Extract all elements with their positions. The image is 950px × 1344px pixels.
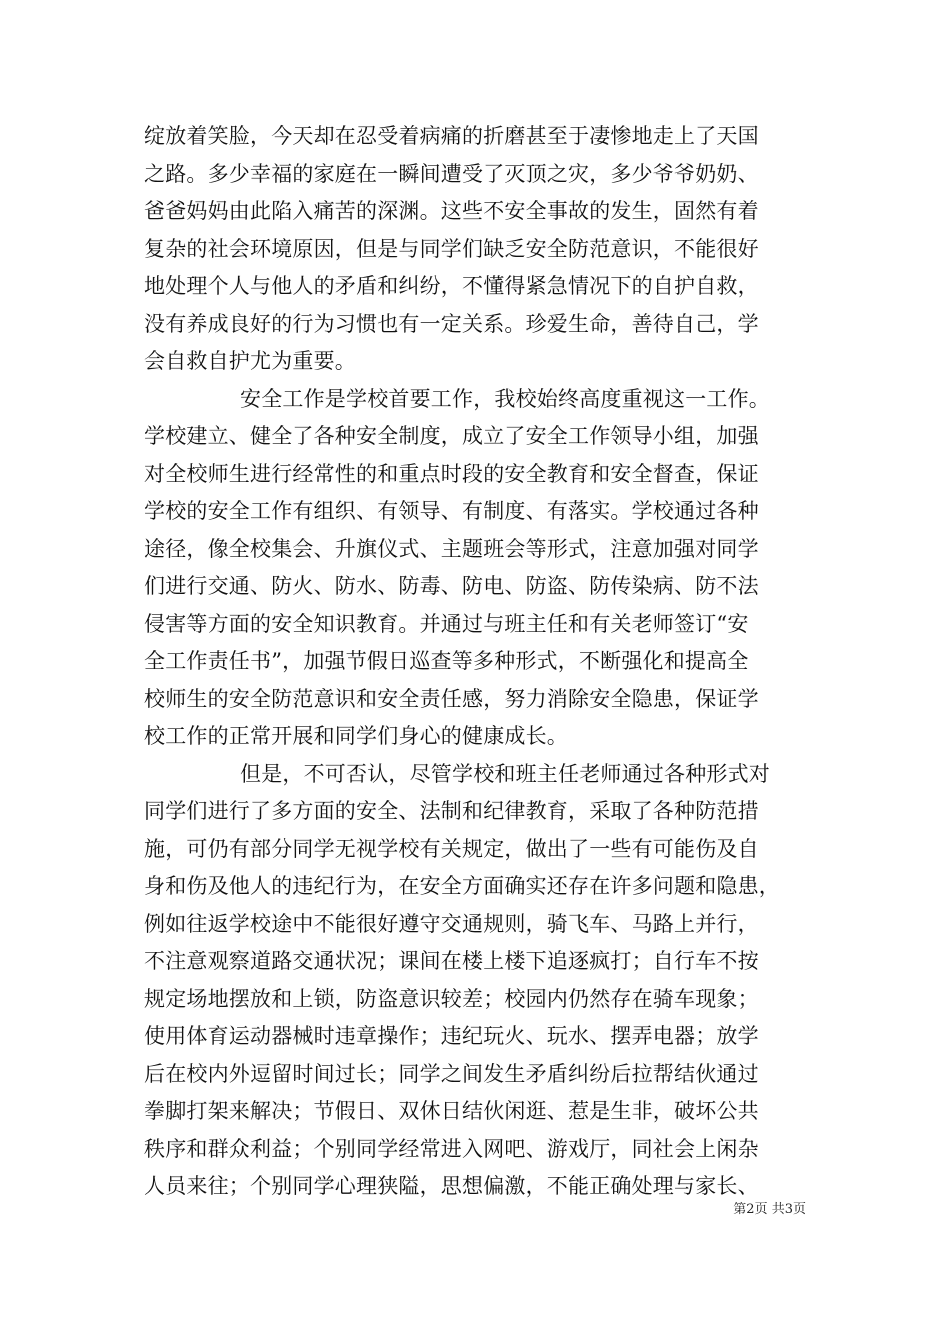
text-line: 例如往返学校途中不能很好遵守交通规则，骑飞车、马路上并行， xyxy=(144,911,759,936)
text-line: 侵害等方面的安全知识教育。并通过与班主任和有关老师签订“安 xyxy=(144,611,749,636)
text-line: 同学们进行了多方面的安全、法制和纪律教育，采取了各种防范措 xyxy=(144,799,759,823)
text-line: 人员来往；个别同学心理狭隘，思想偏激，不能正确处理与家长、 xyxy=(144,1174,759,1198)
text-line: 绽放着笑脸，今天却在忍受着病痛的折磨甚至于凄惨地走上了天国 xyxy=(144,124,759,148)
footer-middle: 页 共 xyxy=(754,1202,785,1217)
page-number-footer xyxy=(733,1201,806,1219)
text-line: 规定场地摆放和上锁，防盗意识较差；校园内仍然存在骑车现象； xyxy=(144,986,759,1011)
text-line: 复杂的社会环境原因，但是与同学们缺乏安全防范意识，不能很好 xyxy=(144,236,759,261)
text-line: 秩序和群众利益；个别同学经常进入网吧、游戏厅，同社会上闲杂 xyxy=(144,1136,759,1161)
text-line: 身和伤及他人的违纪行为，在安全方面确实还存在许多问题和隐患， xyxy=(144,874,780,898)
text-line: 没有养成良好的行为习惯也有一定关系。珍爱生命，善待自己，学 xyxy=(144,311,759,336)
text-line: 爸爸妈妈由此陷入痛苦的深渊。这些不安全事故的发生，固然有着 xyxy=(144,199,759,223)
text-line: 们进行交通、防火、防水、防毒、防电、防盗、防传染病、防不法 xyxy=(144,574,759,598)
text-line: 使用体育运动器械时违章操作；违纪玩火、玩水、摆弄电器；放学 xyxy=(144,1024,759,1048)
text-line: 之路。多少幸福的家庭在一瞬间遭受了灭顶之灾，多少爷爷奶奶、 xyxy=(144,161,759,186)
text-line: 学校建立、健全了各种安全制度，成立了安全工作领导小组，加强 xyxy=(144,424,759,448)
text-line: 地处理个人与他人的矛盾和纠纷，不懂得紧急情况下的自护自救， xyxy=(144,274,759,298)
text-line: 会自救自护尤为重要。 xyxy=(144,349,356,373)
text-line: 校工作的正常开展和同学们身心的健康成长。 xyxy=(144,724,568,748)
text-line: 校师生的安全防范意识和安全责任感，努力消除安全隐患，保证学 xyxy=(144,686,759,711)
current-page-number: 2 xyxy=(746,1202,755,1217)
text-line: 全工作责任书”，加强节假日巡查等多种形式，不断强化和提高全 xyxy=(144,649,749,673)
total-pages-number: 3 xyxy=(784,1202,793,1217)
paragraph-start-line: 安全工作是学校首要工作，我校始终高度重视这一工作。 xyxy=(240,386,770,411)
text-line: 拳脚打架来解决；节假日、双休日结伙闲逛、惹是生非，破坏公共 xyxy=(144,1099,759,1123)
paragraph-start-line: 但是，不可否认，尽管学校和班主任老师通过各种形式对 xyxy=(240,761,770,786)
text-line: 施，可仍有部分同学无视学校有关规定，做出了一些有可能伤及自 xyxy=(144,836,759,861)
text-line: 不注意观察道路交通状况；课间在楼上楼下追逐疯打；自行车不按 xyxy=(144,949,759,973)
footer-suffix: 页 xyxy=(792,1202,806,1217)
body-text xyxy=(144,118,808,1206)
text-line: 后在校内外逗留时间过长；同学之间发生矛盾纠纷后拉帮结伙通过 xyxy=(144,1061,759,1086)
text-line: 对全校师生进行经常性的和重点时段的安全教育和安全督查，保证 xyxy=(144,461,759,486)
text-line: 途径，像全校集会、升旗仪式、主题班会等形式，注意加强对同学 xyxy=(144,536,759,561)
footer-prefix: 第 xyxy=(733,1202,747,1217)
text-line: 学校的安全工作有组织、有领导、有制度、有落实。学校通过各种 xyxy=(144,499,759,523)
